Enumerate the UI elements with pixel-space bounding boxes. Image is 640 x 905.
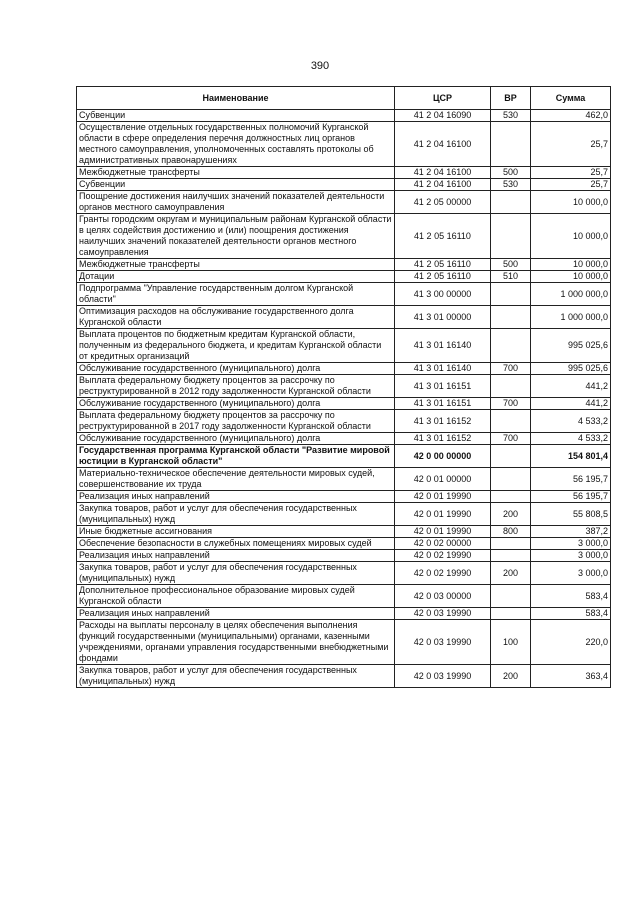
cell-vr: 200 (491, 562, 531, 585)
cell-csr: 42 0 03 00000 (395, 585, 491, 608)
cell-name: Реализация иных направлений (77, 608, 395, 620)
cell-name: Государственная программа Курганской области "Развитие мировой юстиции в Курганской области" (77, 445, 395, 468)
cell-sum: 583,4 (531, 608, 611, 620)
cell-name: Подпрограмма "Управление государственным долгом Курганской области" (77, 283, 395, 306)
table-row (77, 410, 611, 433)
header-vr: ВР (491, 87, 531, 110)
table-row (77, 620, 611, 665)
cell-name: Субвенции (77, 179, 395, 191)
cell-csr: 42 0 02 00000 (395, 538, 491, 550)
cell-name: Обслуживание государственного (муниципального) долга (77, 433, 395, 445)
cell-name: Реализация иных направлений (77, 550, 395, 562)
cell-vr (491, 306, 531, 329)
cell-sum: 25,7 (531, 122, 611, 167)
cell-vr (491, 283, 531, 306)
cell-sum: 25,7 (531, 167, 611, 179)
cell-sum: 1 000 000,0 (531, 283, 611, 306)
cell-name: Реализация иных направлений (77, 491, 395, 503)
cell-vr: 530 (491, 110, 531, 122)
cell-vr: 800 (491, 526, 531, 538)
page-number: 390 (310, 60, 330, 72)
table-row (77, 375, 611, 398)
cell-name: Дотации (77, 271, 395, 283)
cell-sum: 10 000,0 (531, 214, 611, 259)
table-row (77, 167, 611, 179)
cell-vr (491, 375, 531, 398)
cell-vr: 700 (491, 363, 531, 375)
cell-sum: 55 808,5 (531, 503, 611, 526)
cell-csr: 41 3 01 16152 (395, 410, 491, 433)
cell-vr: 510 (491, 271, 531, 283)
cell-csr: 41 2 04 16100 (395, 122, 491, 167)
table-row (77, 665, 611, 688)
cell-vr (491, 329, 531, 363)
cell-sum: 995 025,6 (531, 329, 611, 363)
cell-name: Закупка товаров, работ и услуг для обеспечения государственных (муниципальных) нужд (77, 562, 395, 585)
table-row (77, 445, 611, 468)
cell-name: Осуществление отдельных государственных полномочий Курганской области в сфере определения перечня должностных лиц органов местного самоуправления, уполномоченных составлять протоколы об административных правонарушениях (77, 122, 395, 167)
table-row (77, 585, 611, 608)
cell-vr (491, 122, 531, 167)
cell-name: Выплата процентов по бюджетным кредитам Курганской области, полученным из федерального бюджета, и кредитам Курганской области от кредитных организаций (77, 329, 395, 363)
cell-sum: 4 533,2 (531, 433, 611, 445)
cell-vr (491, 608, 531, 620)
table-row (77, 179, 611, 191)
cell-name: Расходы на выплаты персоналу в целях обеспечения выполнения функций государственными (муниципальными) органами, казенными учреждениями, органами управления государственными внебюджетными фондами (77, 620, 395, 665)
cell-name: Обслуживание государственного (муниципального) долга (77, 398, 395, 410)
cell-name: Закупка товаров, работ и услуг для обеспечения государственных (муниципальных) нужд (77, 503, 395, 526)
cell-csr: 41 2 04 16100 (395, 179, 491, 191)
cell-vr: 500 (491, 167, 531, 179)
cell-sum: 387,2 (531, 526, 611, 538)
cell-csr: 41 3 00 00000 (395, 283, 491, 306)
cell-sum: 3 000,0 (531, 550, 611, 562)
cell-vr: 100 (491, 620, 531, 665)
cell-csr: 42 0 01 00000 (395, 468, 491, 491)
cell-csr: 41 2 05 16110 (395, 259, 491, 271)
cell-csr: 41 3 01 16152 (395, 433, 491, 445)
cell-vr: 700 (491, 398, 531, 410)
cell-sum: 995 025,6 (531, 363, 611, 375)
cell-sum: 4 533,2 (531, 410, 611, 433)
cell-sum: 583,4 (531, 585, 611, 608)
cell-name: Межбюджетные трансферты (77, 167, 395, 179)
cell-vr (491, 585, 531, 608)
cell-name: Обслуживание государственного (муниципального) долга (77, 363, 395, 375)
cell-sum: 154 801,4 (531, 445, 611, 468)
cell-sum: 56 195,7 (531, 491, 611, 503)
table-row (77, 433, 611, 445)
cell-csr: 42 0 03 19990 (395, 608, 491, 620)
cell-csr: 42 0 01 19990 (395, 503, 491, 526)
cell-csr: 42 0 02 19990 (395, 562, 491, 585)
cell-name: Иные бюджетные ассигнования (77, 526, 395, 538)
table-row (77, 110, 611, 122)
cell-csr: 42 0 03 19990 (395, 665, 491, 688)
budget-table (76, 86, 611, 688)
cell-name: Обеспечение безопасности в служебных помещениях мировых судей (77, 538, 395, 550)
cell-vr (491, 214, 531, 259)
table-row (77, 122, 611, 167)
cell-csr: 41 3 01 00000 (395, 306, 491, 329)
cell-vr (491, 191, 531, 214)
header-csr: ЦСР (395, 87, 491, 110)
cell-csr: 42 0 03 19990 (395, 620, 491, 665)
cell-vr (491, 410, 531, 433)
cell-csr: 42 0 01 19990 (395, 526, 491, 538)
cell-sum: 25,7 (531, 179, 611, 191)
cell-sum: 10 000,0 (531, 259, 611, 271)
cell-csr: 41 3 01 16140 (395, 329, 491, 363)
cell-sum: 56 195,7 (531, 468, 611, 491)
table-row (77, 259, 611, 271)
cell-vr (491, 550, 531, 562)
cell-name: Межбюджетные трансферты (77, 259, 395, 271)
cell-csr: 42 0 00 00000 (395, 445, 491, 468)
cell-vr: 200 (491, 503, 531, 526)
table-row (77, 538, 611, 550)
cell-vr: 200 (491, 665, 531, 688)
cell-name: Поощрение достижения наилучших значений показателей деятельности органов местного самоуправления (77, 191, 395, 214)
cell-name: Выплата федеральному бюджету процентов за рассрочку по реструктурированной в 2017 году задолженности Курганской области (77, 410, 395, 433)
cell-name: Оптимизация расходов на обслуживание государственного долга Курганской области (77, 306, 395, 329)
cell-csr: 41 3 01 16140 (395, 363, 491, 375)
cell-csr: 41 2 05 16110 (395, 271, 491, 283)
table-row (77, 283, 611, 306)
table-row (77, 214, 611, 259)
cell-vr (491, 538, 531, 550)
cell-csr: 41 3 01 16151 (395, 375, 491, 398)
table-header-row (77, 87, 611, 110)
header-sum: Сумма (531, 87, 611, 110)
table-row (77, 191, 611, 214)
cell-vr (491, 468, 531, 491)
cell-csr: 42 0 02 19990 (395, 550, 491, 562)
table-row (77, 562, 611, 585)
table-row (77, 503, 611, 526)
table-row (77, 550, 611, 562)
cell-csr: 41 3 01 16151 (395, 398, 491, 410)
cell-sum: 3 000,0 (531, 538, 611, 550)
table-row (77, 363, 611, 375)
table-row (77, 329, 611, 363)
table-row (77, 608, 611, 620)
table-row (77, 398, 611, 410)
cell-name: Материально-техническое обеспечение деятельности мировых судей, совершенствование их труда (77, 468, 395, 491)
cell-vr (491, 445, 531, 468)
cell-csr: 41 2 04 16090 (395, 110, 491, 122)
header-name: Наименование (77, 87, 395, 110)
cell-sum: 441,2 (531, 375, 611, 398)
cell-csr: 41 2 05 16110 (395, 214, 491, 259)
cell-sum: 3 000,0 (531, 562, 611, 585)
table-row (77, 468, 611, 491)
table-row (77, 491, 611, 503)
cell-csr: 42 0 01 19990 (395, 491, 491, 503)
cell-sum: 363,4 (531, 665, 611, 688)
cell-sum: 441,2 (531, 398, 611, 410)
table-row (77, 306, 611, 329)
cell-name: Закупка товаров, работ и услуг для обеспечения государственных (муниципальных) нужд (77, 665, 395, 688)
cell-sum: 1 000 000,0 (531, 306, 611, 329)
cell-sum: 462,0 (531, 110, 611, 122)
table-row (77, 271, 611, 283)
cell-name: Гранты городским округам и муниципальным районам Курганской области в целях содействия достижению и (или) поощрения достижения наилучших значений показателей деятельности органов местного самоуправления (77, 214, 395, 259)
table-row (77, 526, 611, 538)
cell-sum: 10 000,0 (531, 271, 611, 283)
cell-vr: 700 (491, 433, 531, 445)
cell-csr: 41 2 04 16100 (395, 167, 491, 179)
cell-vr (491, 491, 531, 503)
cell-vr: 530 (491, 179, 531, 191)
cell-csr: 41 2 05 00000 (395, 191, 491, 214)
table-body (77, 110, 611, 688)
cell-name: Субвенции (77, 110, 395, 122)
cell-sum: 10 000,0 (531, 191, 611, 214)
cell-sum: 220,0 (531, 620, 611, 665)
cell-vr: 500 (491, 259, 531, 271)
cell-name: Выплата федеральному бюджету процентов за рассрочку по реструктурированной в 2012 году задолженности Курганской области (77, 375, 395, 398)
cell-name: Дополнительное профессиональное образование мировых судей Курганской области (77, 585, 395, 608)
